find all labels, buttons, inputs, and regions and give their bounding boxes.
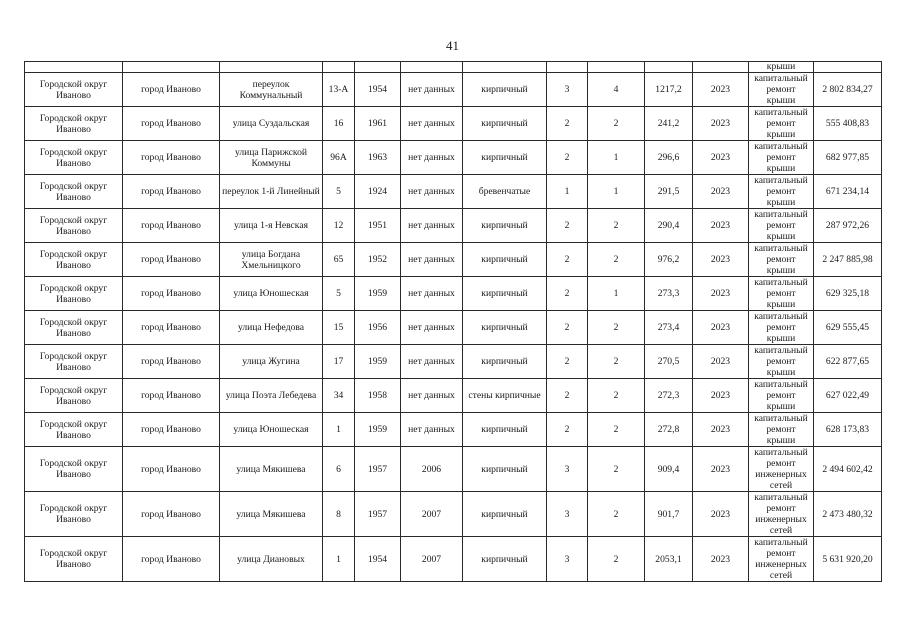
- cell-house: 6: [323, 447, 355, 492]
- cell-settlement: город Иваново: [123, 107, 220, 141]
- table-row: [25, 73, 882, 107]
- cell-settlement: город Иваново: [123, 447, 220, 492]
- cell-wall-material: кирпичный: [463, 537, 547, 582]
- cell-wall-material: кирпичный: [463, 345, 547, 379]
- cell-plan-year: 2023: [693, 413, 749, 447]
- cell-floors: 3: [547, 492, 588, 537]
- table-row: [25, 141, 882, 175]
- table-row: [25, 311, 882, 345]
- cell-street: переулок 1-й Линейный: [220, 175, 323, 209]
- cell-cost: 555 408,83: [814, 107, 882, 141]
- cell-cost: 2 494 602,42: [814, 447, 882, 492]
- cell-cost: 2 247 885,98: [814, 243, 882, 277]
- cell-year-reconstruction: нет данных: [401, 73, 463, 107]
- cell-area: 909,4: [645, 447, 693, 492]
- cell-area: 241,2: [645, 107, 693, 141]
- cell-year-reconstruction: нет данных: [401, 345, 463, 379]
- cell-year-built: 1963: [355, 141, 401, 175]
- cell-plan-year: 2023: [693, 447, 749, 492]
- cell-house: 8: [323, 492, 355, 537]
- cell-year-reconstruction: [401, 62, 463, 73]
- cell-settlement: город Иваново: [123, 413, 220, 447]
- cell-year-built: 1924: [355, 175, 401, 209]
- cell-entrances: 2: [588, 492, 645, 537]
- cell-municipality: Городской округ Иваново: [25, 73, 123, 107]
- cell-house: 5: [323, 175, 355, 209]
- cell-year-built: 1959: [355, 413, 401, 447]
- cell-work-type: капитальный ремонт инженерных сетей: [749, 492, 814, 537]
- cell-area: 273,4: [645, 311, 693, 345]
- cell-wall-material: кирпичный: [463, 311, 547, 345]
- cell-year-reconstruction: нет данных: [401, 379, 463, 413]
- cell-municipality: Городской округ Иваново: [25, 492, 123, 537]
- cell-area: 291,5: [645, 175, 693, 209]
- cell-wall-material: бревенчатые: [463, 175, 547, 209]
- cell-floors: 2: [547, 345, 588, 379]
- cell-floors: [547, 62, 588, 73]
- cell-street: улица Диановых: [220, 537, 323, 582]
- cell-year-reconstruction: 2007: [401, 492, 463, 537]
- cell-year-reconstruction: нет данных: [401, 311, 463, 345]
- table-body: [25, 62, 882, 582]
- cell-cost: [814, 62, 882, 73]
- cell-wall-material: [463, 62, 547, 73]
- cell-year-built: 1954: [355, 73, 401, 107]
- cell-area: 296,6: [645, 141, 693, 175]
- cell-work-type: капитальный ремонт крыши: [749, 73, 814, 107]
- cell-year-built: [355, 62, 401, 73]
- cell-municipality: Городской округ Иваново: [25, 537, 123, 582]
- cell-year-reconstruction: нет данных: [401, 141, 463, 175]
- cell-house: 34: [323, 379, 355, 413]
- cell-wall-material: кирпичный: [463, 73, 547, 107]
- cell-entrances: 2: [588, 311, 645, 345]
- cell-year-reconstruction: нет данных: [401, 175, 463, 209]
- cell-house: 5: [323, 277, 355, 311]
- cell-cost: 5 631 920,20: [814, 537, 882, 582]
- cell-house: [323, 62, 355, 73]
- cell-house: 15: [323, 311, 355, 345]
- cell-cost: 682 977,85: [814, 141, 882, 175]
- cell-area: [645, 62, 693, 73]
- cell-floors: 1: [547, 175, 588, 209]
- cell-plan-year: 2023: [693, 107, 749, 141]
- cell-municipality: Городской округ Иваново: [25, 447, 123, 492]
- cell-area: 290,4: [645, 209, 693, 243]
- cell-street: улица Юношеская: [220, 277, 323, 311]
- table-row: [25, 447, 882, 492]
- cell-entrances: 1: [588, 175, 645, 209]
- cell-cost: 628 173,83: [814, 413, 882, 447]
- cell-work-type: капитальный ремонт крыши: [749, 175, 814, 209]
- cell-floors: 2: [547, 277, 588, 311]
- cell-plan-year: 2023: [693, 141, 749, 175]
- cell-entrances: 2: [588, 107, 645, 141]
- cell-settlement: город Иваново: [123, 141, 220, 175]
- cell-floors: 3: [547, 537, 588, 582]
- cell-year-built: 1959: [355, 277, 401, 311]
- cell-street: улица Поэта Лебедева: [220, 379, 323, 413]
- cell-street: улица Богдана Хмельницкого: [220, 243, 323, 277]
- cell-work-type: капитальный ремонт крыши: [749, 277, 814, 311]
- cell-plan-year: 2023: [693, 345, 749, 379]
- cell-plan-year: 2023: [693, 73, 749, 107]
- cell-municipality: Городской округ Иваново: [25, 413, 123, 447]
- cell-cost: 287 972,26: [814, 209, 882, 243]
- cell-year-built: 1959: [355, 345, 401, 379]
- cell-plan-year: 2023: [693, 209, 749, 243]
- cell-wall-material: кирпичный: [463, 243, 547, 277]
- cell-area: 2053,1: [645, 537, 693, 582]
- cell-entrances: 2: [588, 413, 645, 447]
- cell-plan-year: 2023: [693, 379, 749, 413]
- cell-area: 273,3: [645, 277, 693, 311]
- cell-year-built: 1958: [355, 379, 401, 413]
- cell-work-type: капитальный ремонт крыши: [749, 107, 814, 141]
- cell-house: 1: [323, 537, 355, 582]
- cell-house: 96А: [323, 141, 355, 175]
- cell-year-built: 1957: [355, 492, 401, 537]
- cell-street: улица Жугина: [220, 345, 323, 379]
- cell-cost: 2 473 480,32: [814, 492, 882, 537]
- cell-house: 65: [323, 243, 355, 277]
- cell-work-type: капитальный ремонт крыши: [749, 345, 814, 379]
- cell-street: улица Нефедова: [220, 311, 323, 345]
- table-row: [25, 413, 882, 447]
- cell-floors: 2: [547, 107, 588, 141]
- cell-entrances: 2: [588, 345, 645, 379]
- cell-municipality: Городской округ Иваново: [25, 141, 123, 175]
- cell-street: улица Мякишева: [220, 447, 323, 492]
- cell-floors: 2: [547, 379, 588, 413]
- cell-entrances: 1: [588, 277, 645, 311]
- cell-entrances: 2: [588, 209, 645, 243]
- cell-cost: 2 802 834,27: [814, 73, 882, 107]
- cell-street: улица Суздальская: [220, 107, 323, 141]
- cell-area: 272,8: [645, 413, 693, 447]
- page-number: 41: [446, 38, 459, 53]
- cell-floors: 2: [547, 413, 588, 447]
- cell-house: 17: [323, 345, 355, 379]
- cell-settlement: город Иваново: [123, 175, 220, 209]
- cell-municipality: Городской округ Иваново: [25, 209, 123, 243]
- cell-floors: 2: [547, 209, 588, 243]
- table-row: [25, 107, 882, 141]
- cell-entrances: 2: [588, 379, 645, 413]
- cell-year-reconstruction: нет данных: [401, 277, 463, 311]
- cell-wall-material: кирпичный: [463, 277, 547, 311]
- cell-cost: 627 022,49: [814, 379, 882, 413]
- cell-work-type: капитальный ремонт инженерных сетей: [749, 537, 814, 582]
- cell-year-built: 1957: [355, 447, 401, 492]
- cell-house: 12: [323, 209, 355, 243]
- cell-area: 901,7: [645, 492, 693, 537]
- cell-floors: 2: [547, 243, 588, 277]
- cell-municipality: Городской округ Иваново: [25, 107, 123, 141]
- cell-year-built: 1961: [355, 107, 401, 141]
- cell-municipality: Городской округ Иваново: [25, 243, 123, 277]
- housing-repair-table: [24, 61, 882, 582]
- cell-municipality: Городской округ Иваново: [25, 277, 123, 311]
- cell-street: [220, 62, 323, 73]
- table-row: [25, 537, 882, 582]
- cell-plan-year: 2023: [693, 492, 749, 537]
- cell-cost: 671 234,14: [814, 175, 882, 209]
- cell-plan-year: [693, 62, 749, 73]
- table-row: [25, 209, 882, 243]
- table-row: [25, 277, 882, 311]
- cell-year-built: 1951: [355, 209, 401, 243]
- cell-street: улица Парижской Коммуны: [220, 141, 323, 175]
- cell-work-type: капитальный ремонт крыши: [749, 141, 814, 175]
- cell-wall-material: кирпичный: [463, 447, 547, 492]
- cell-wall-material: кирпичный: [463, 413, 547, 447]
- cell-year-reconstruction: нет данных: [401, 107, 463, 141]
- cell-floors: 3: [547, 447, 588, 492]
- cell-area: 272,3: [645, 379, 693, 413]
- cell-municipality: Городской округ Иваново: [25, 345, 123, 379]
- cell-floors: 2: [547, 141, 588, 175]
- cell-area: 976,2: [645, 243, 693, 277]
- cell-year-reconstruction: 2007: [401, 537, 463, 582]
- cell-street: улица Юношеская: [220, 413, 323, 447]
- cell-municipality: Городской округ Иваново: [25, 175, 123, 209]
- cell-settlement: город Иваново: [123, 73, 220, 107]
- cell-cost: 622 877,65: [814, 345, 882, 379]
- table-row: [25, 175, 882, 209]
- cell-work-type: капитальный ремонт крыши: [749, 311, 814, 345]
- table-row: [25, 345, 882, 379]
- table-row: [25, 243, 882, 277]
- cell-municipality: Городской округ Иваново: [25, 311, 123, 345]
- cell-plan-year: 2023: [693, 243, 749, 277]
- continuation-text: крыши: [766, 61, 796, 72]
- cell-entrances: 2: [588, 447, 645, 492]
- cell-settlement: город Иваново: [123, 277, 220, 311]
- cell-cost: 629 555,45: [814, 311, 882, 345]
- cell-plan-year: 2023: [693, 311, 749, 345]
- cell-street: улица Мякишева: [220, 492, 323, 537]
- cell-house: 16: [323, 107, 355, 141]
- cell-work-type: капитальный ремонт крыши: [749, 413, 814, 447]
- cell-settlement: город Иваново: [123, 379, 220, 413]
- cell-plan-year: 2023: [693, 277, 749, 311]
- cell-work-type: [749, 62, 814, 73]
- cell-entrances: 4: [588, 73, 645, 107]
- cell-settlement: [123, 62, 220, 73]
- cell-cost: 629 325,18: [814, 277, 882, 311]
- cell-wall-material: кирпичный: [463, 209, 547, 243]
- cell-work-type: капитальный ремонт крыши: [749, 209, 814, 243]
- cell-year-reconstruction: 2006: [401, 447, 463, 492]
- cell-work-type: капитальный ремонт инженерных сетей: [749, 447, 814, 492]
- cell-area: 1217,2: [645, 73, 693, 107]
- cell-municipality: Городской округ Иваново: [25, 379, 123, 413]
- cell-area: 270,5: [645, 345, 693, 379]
- cell-year-built: 1956: [355, 311, 401, 345]
- cell-year-built: 1954: [355, 537, 401, 582]
- cell-entrances: 1: [588, 141, 645, 175]
- cell-work-type: капитальный ремонт крыши: [749, 379, 814, 413]
- table-row: [25, 492, 882, 537]
- cell-entrances: [588, 62, 645, 73]
- cell-municipality: [25, 62, 123, 73]
- cell-wall-material: кирпичный: [463, 141, 547, 175]
- table-row: [25, 379, 882, 413]
- cell-street: улица 1-я Невская: [220, 209, 323, 243]
- cell-settlement: город Иваново: [123, 345, 220, 379]
- cell-floors: 3: [547, 73, 588, 107]
- cell-floors: 2: [547, 311, 588, 345]
- cell-year-reconstruction: нет данных: [401, 243, 463, 277]
- cell-work-type: капитальный ремонт крыши: [749, 243, 814, 277]
- table-row-continuation: [25, 62, 882, 73]
- cell-plan-year: 2023: [693, 175, 749, 209]
- cell-year-reconstruction: нет данных: [401, 209, 463, 243]
- cell-settlement: город Иваново: [123, 537, 220, 582]
- cell-entrances: 2: [588, 243, 645, 277]
- cell-year-built: 1952: [355, 243, 401, 277]
- cell-entrances: 2: [588, 537, 645, 582]
- cell-settlement: город Иваново: [123, 209, 220, 243]
- cell-wall-material: кирпичный: [463, 492, 547, 537]
- cell-year-reconstruction: нет данных: [401, 413, 463, 447]
- cell-plan-year: 2023: [693, 537, 749, 582]
- cell-wall-material: кирпичный: [463, 107, 547, 141]
- cell-house: 1: [323, 413, 355, 447]
- cell-house: 13-А: [323, 73, 355, 107]
- cell-settlement: город Иваново: [123, 492, 220, 537]
- cell-street: переулок Коммунальный: [220, 73, 323, 107]
- cell-settlement: город Иваново: [123, 311, 220, 345]
- cell-settlement: город Иваново: [123, 243, 220, 277]
- cell-wall-material: стены кирпичные: [463, 379, 547, 413]
